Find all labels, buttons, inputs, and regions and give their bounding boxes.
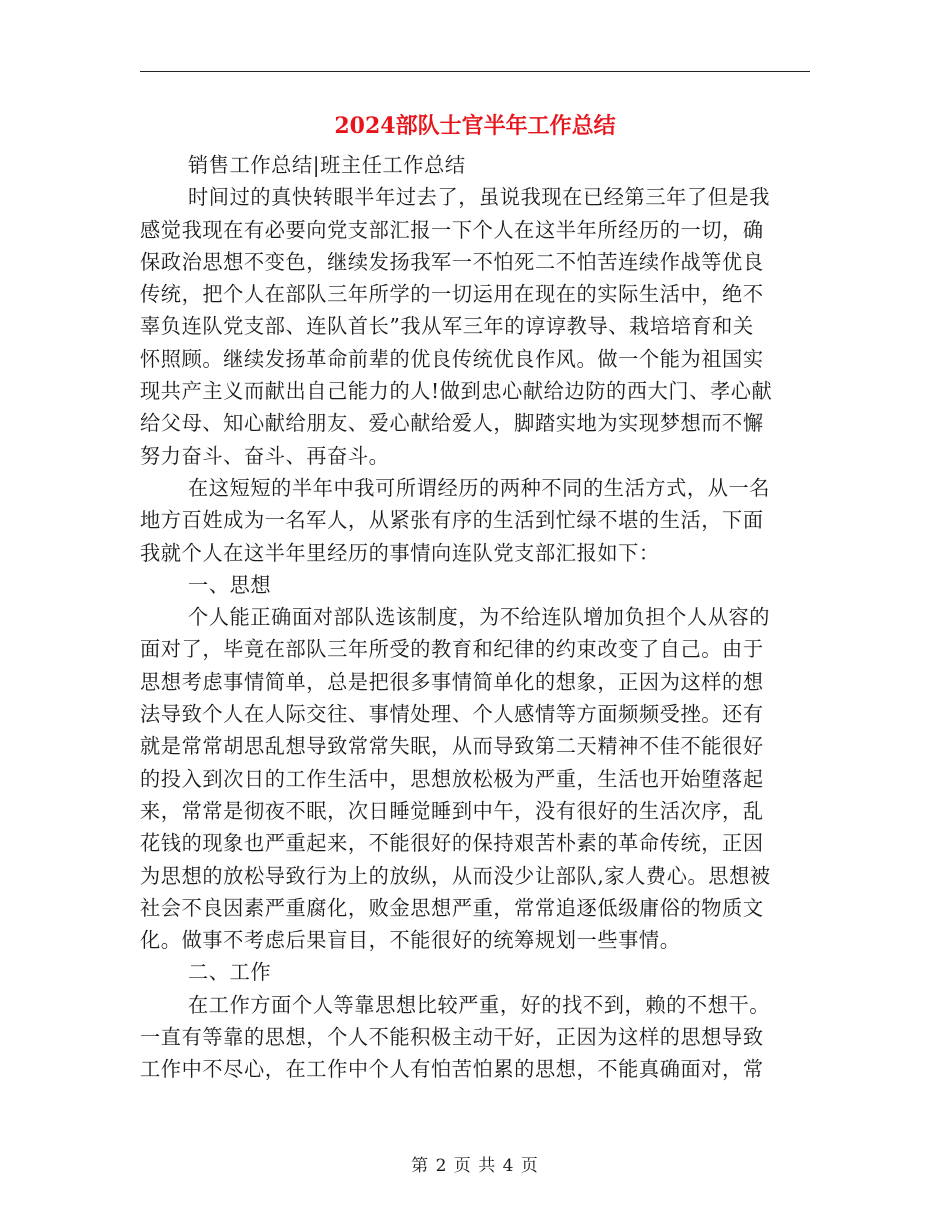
section-heading: 二、工作 — [188, 960, 272, 985]
body-line: 思想考虑事情简单，总是把很多事情简单化的想象，正因为这样的想 — [140, 669, 764, 694]
section-heading: 一、思想 — [188, 572, 272, 597]
body-line: 个人能正确面对部队选该制度，为不给连队增加负担个人从容的 — [188, 605, 771, 630]
body-line: 花钱的现象也严重起来，不能很好的保持艰苦朴素的革命传统，正因 — [140, 831, 764, 856]
body-line: 地方百姓成为一名军人，从紧张有序的生活到忙绿不堪的生活，下面 — [140, 508, 764, 533]
body-line: 销售工作总结|班主任工作总结 — [188, 153, 466, 177]
body-line: 努力奋斗、奋斗、再奋斗。 — [140, 443, 390, 468]
body-line: 在这短短的半年中我可所谓经历的两种不同的生活方式，从一名 — [188, 475, 771, 500]
body-line: 辜负连队党支部、连队首长”我从军三年的谆谆教导、栽培培育和关 — [140, 314, 754, 339]
body-line: 为思想的放松导致行为上的放纵，从而没少让部队,家人费心。思想被 — [140, 863, 771, 888]
body-line: 化。做事不考虑后果盲目，不能很好的统筹规划一些事情。 — [140, 928, 681, 953]
body-line: 社会不良因素严重腐化，败金思想严重，常常追逐低级庸俗的物质文 — [140, 895, 764, 920]
body-line: 保政治思想不变色，继续发扬我军一不怕死二不怕苦连续作战等优良 — [140, 249, 764, 274]
body-line: 感觉我现在有必要向党支部汇报一下个人在这半年所经历的一切，确 — [140, 217, 764, 242]
body-line: 时间过的真快转眼半年过去了，虽说我现在已经第三年了但是我 — [188, 185, 771, 210]
body-line: 来，常常是彻夜不眠，次日睡觉睡到中午，没有很好的生活次序，乱 — [140, 798, 764, 823]
body-line: 给父母、知心献给朋友、爱心献给爱人，脚踏实地为实现梦想而不懈 — [140, 411, 764, 436]
document-title: 2024部队士官半年工作总结 — [334, 113, 616, 139]
body-line: 面对了，毕竟在部队三年所受的教育和纪律的约束改变了自己。由于 — [140, 637, 764, 662]
body-line: 的投入到次日的工作生活中，思想放松极为严重，生活也开始堕落起 — [140, 766, 764, 791]
body-line: 怀照顾。继续发扬革命前辈的优良传统优良作风。做一个能为祖国实 — [140, 346, 764, 371]
body-line: 法导致个人在人际交往、事情处理、个人感情等方面频频受挫。还有 — [140, 702, 764, 727]
body-line: 我就个人在这半年里经历的事情向连队党支部汇报如下： — [140, 540, 660, 565]
body-line: 一直有等靠的思想，个人不能积极主动干好，正因为这样的思想导致 — [140, 1025, 764, 1050]
document-body — [140, 149, 810, 1086]
body-line: 就是常常胡思乱想导致常常失眠，从而导致第二天精神不佳不能很好 — [140, 734, 764, 759]
header-rule — [140, 71, 810, 72]
body-line: 现共产主义而献出自己能力的人!做到忠心献给边防的西大门、孝心献 — [140, 379, 773, 404]
body-line: 在工作方面个人等靠思想比较严重，好的找不到，赖的不想干。 — [188, 992, 771, 1017]
body-line: 传统，把个人在部队三年所学的一切运用在现在的实际生活中，绝不 — [140, 282, 764, 307]
body-line: 工作中不尽心，在工作中个人有怕苦怕累的思想，不能真确面对，常 — [140, 1057, 764, 1082]
page-footer: 第 2 页 共 4 页 — [411, 1156, 539, 1176]
